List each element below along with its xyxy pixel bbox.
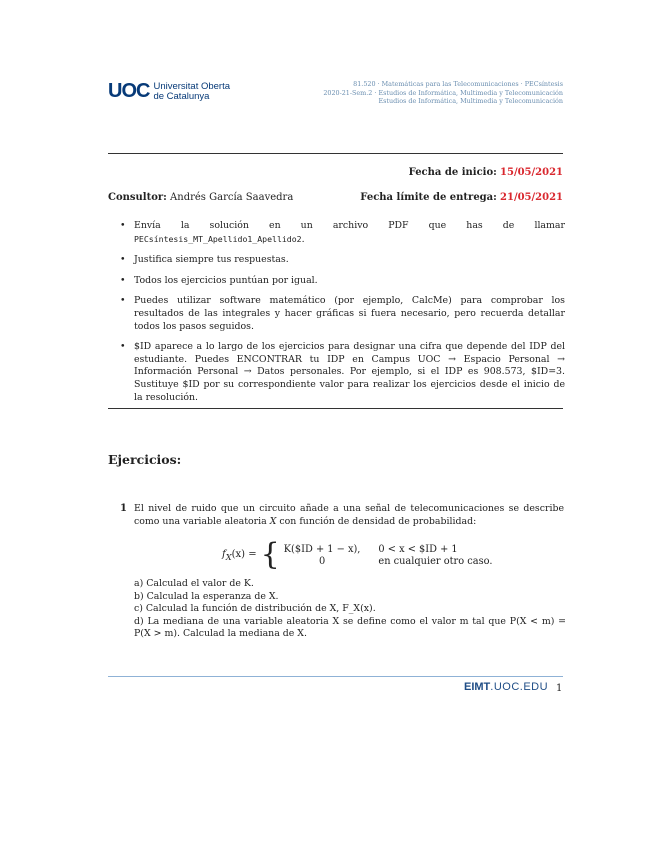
instructions-divider: [108, 408, 563, 409]
case-2-cond: en cualquier otro caso.: [378, 555, 493, 567]
case-2-expr: 0: [318, 555, 326, 567]
part-d: d) La mediana de una variable aleatoria X se define como el valor m tal que P(X < m) = P(X > m). Calculad la mediana de X.: [134, 615, 566, 640]
start-date: [409, 167, 563, 178]
exercise-statement: [134, 503, 564, 528]
top-divider: [108, 153, 563, 154]
instruction-punct: .: [301, 233, 305, 245]
formula-f: f: [222, 548, 226, 560]
formula-cases: [284, 544, 493, 567]
part-a: a) Calculad el valor de K.: [134, 578, 254, 589]
footer-brand: [464, 681, 548, 693]
formula-arg: (x) =: [231, 548, 257, 560]
case-1-expr: K($ID + 1 − x),: [283, 543, 361, 555]
uoc-logo: [108, 80, 230, 103]
footer-brand-rest: .UOC.EDU: [490, 681, 549, 693]
part-c: c) Calculad la función de distribución de X, F_X(x).: [134, 603, 376, 615]
header-course-info: [323, 80, 563, 106]
statement-variable: X: [269, 515, 277, 527]
instruction-item: [120, 220, 565, 246]
formula-sub: X: [225, 551, 232, 562]
start-date-label: Fecha de inicio:: [408, 167, 497, 178]
formula-lhs: [222, 549, 257, 562]
consultor: [108, 192, 293, 203]
header-line-2: 2020-21-Sem.2 · Estudios de Informática, Multimedia y Telecomunicación: [323, 88, 563, 97]
due-date-label: Fecha límite de entrega:: [360, 192, 497, 203]
header-line-1: 81.520 · Matemáticas para las Telecomunicaciones · PECsíntesis: [353, 80, 563, 88]
statement-text-end: con función de densidad de probabilidad:: [276, 515, 477, 527]
instructions-list: [120, 220, 565, 412]
logo-line-1: Universitat Oberta: [153, 80, 231, 92]
exercise-parts: [134, 578, 566, 641]
instruction-text: Envía la solución en un archivo PDF que has de llamar: [134, 220, 565, 231]
exercise-number: 1: [120, 503, 127, 514]
formula-brace: {: [260, 537, 280, 572]
logo-text: [153, 82, 230, 102]
statement-text: El nivel de ruido que un circuito añade a una señal de telecomunicaciones se describe como una variable aleatoria: [134, 503, 564, 527]
due-date: [360, 192, 563, 203]
instruction-item: • $ID aparece a lo largo de los ejercicios para designar una cifra que depende del IDP del estudiante. Puedes ENCONTRAR tu IDP en Campus UOC → Espacio Personal → Información Personal → Datos personales. Por ejemplo, si el IDP es 908.573, $ID=3. Sustituye $ID por su correspondiente valor para realizar los ejercicios desde el inicio de la resolución.: [120, 341, 565, 404]
instruction-item: • Puedes utilizar software matemático (por ejemplo, CalcMe) para comprobar los resultados de las integrales y hacer gráficas si fuera necesario, pero recuerda detallar todos los pasos seguidos.: [120, 295, 565, 333]
footer-divider: [108, 676, 563, 677]
section-title: Ejercicios:: [108, 452, 182, 467]
instruction-item: • Justifica siempre tus respuestas.: [120, 254, 565, 267]
page-number: 1: [556, 683, 563, 694]
instruction-item: • Todos los ejercicios puntúan por igual.: [120, 275, 565, 288]
consultor-label: Consultor:: [108, 192, 167, 203]
density-formula: [222, 537, 493, 572]
start-date-value: 15/05/2021: [500, 167, 563, 178]
header-line-3: Estudios de Informática, Multimedia y Telecomunicación: [378, 97, 563, 106]
due-date-value: 21/05/2021: [500, 192, 563, 203]
part-b: b) Calculad la esperanza de X.: [134, 590, 279, 602]
footer-brand-bold: EIMT: [464, 681, 491, 693]
case-1-cond: 0 < x < $ID + 1: [378, 543, 458, 555]
consultor-name: Andrés García Saavedra: [170, 192, 294, 203]
filename: PECsíntesis_MT_Apellido1_Apellido2: [134, 233, 302, 244]
logo-line-2: de Catalunya: [153, 90, 210, 102]
logo-mark: UOC: [108, 80, 150, 102]
